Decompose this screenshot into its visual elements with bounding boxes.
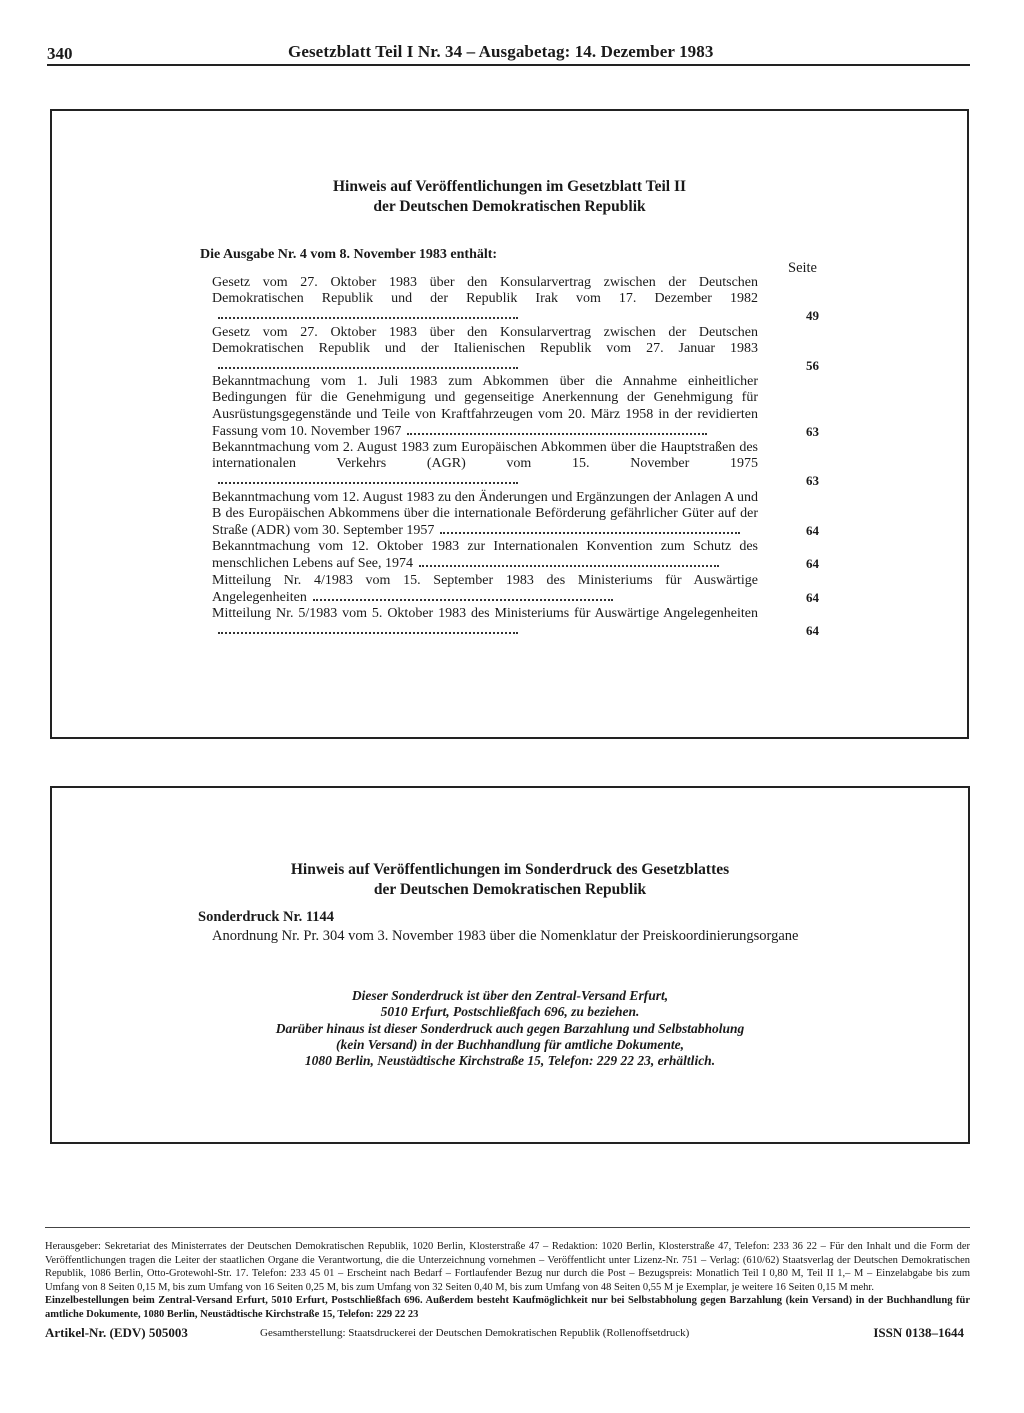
entry-page-number: 64 (806, 623, 819, 639)
footer-bottom-line (45, 1326, 970, 1342)
distribution-notice-line2: 5010 Erfurt, Postschließfach 696, zu beziehen. (380, 1004, 640, 1019)
gazette-title: Gesetzblatt Teil I Nr. 34 – Ausgabetag: 14. Dezember 1983 (288, 42, 714, 61)
imprint-footer (45, 1227, 970, 1342)
entry-text: Mitteilung Nr. 4/1983 vom 15. September 1983 des Ministeriums für Auswärtige Angelegenheiten (212, 572, 758, 605)
entry-page-number: 64 (806, 556, 819, 572)
entry-page-number: 63 (806, 423, 819, 439)
entry-text: Bekanntmachung vom 12. August 1983 zu den Änderungen und Ergänzungen der Anlagen A und B des Europäischen Abkommens über die internationale Beförderung gefährlicher Güter auf der Straße (ADR) vom 30. September 1957 (212, 489, 758, 539)
part2-notice-title-line2: der Deutschen Demokratischen Republik (373, 198, 646, 215)
special-print-number: Sonderdruck Nr. 1144 (198, 909, 335, 925)
contents-entry (212, 572, 819, 606)
dot-leader (218, 357, 518, 369)
seite-column-label: Seite (788, 260, 817, 276)
part2-notice-title-line1: Hinweis auf Veröffentlichungen im Gesetzblatt Teil II (332, 178, 687, 195)
special-print-notice-box (50, 786, 970, 1144)
entry-page-number: 64 (806, 589, 819, 605)
dot-leader (218, 622, 518, 634)
dot-leader (419, 555, 719, 567)
contents-entry (212, 275, 819, 325)
special-print-description: Anordnung Nr. Pr. 304 vom 3. November 1983 über die Nomenklatur der Preiskoordinierungsorgane (212, 928, 799, 944)
page-header (47, 38, 970, 66)
publisher-imprint: Herausgeber: Sekretariat des Ministerrates der Deutschen Demokratischen Republik, 1020 Berlin, Klosterstraße 47 – Redaktion: 1020 Berlin, Klosterstraße 47, Telefon: 233 36 22 – Für den Inhalt und die Form der Veröffentlichungen tragen die Leiter der staatlichen Organe die Verantwortung, die die Unterzeichnung vornehmen – Veröffentlicht unter Lizenz-Nr. 751 – Verlag: (610/62) Staatsverlag der Deutschen Demokratischen Republik, 1086 Berlin, Otto-Grotewohl-Str. 17. Telefon: 233 45 01 – Erscheint nach Bedarf – Fortlaufender Bezug nur durch die Post – Bezugspreis: Monatlich Teil I 0,80 M, Teil II 1,– M – Einzelabgabe bis zum Umfang von 8 Seiten 0,15 M, bis zum Umfang von 16 Seiten 0,25 M, bis zum Umfang von 32 Seiten 0,40 M, bis zum Umfang von 48 Seiten 0,55 M je Exemplar, je weitere 16 Seiten 0,15 M mehr. (45, 1241, 970, 1293)
issn-number: ISSN 0138–1644 (873, 1325, 964, 1340)
contents-list (212, 275, 819, 639)
dot-leader (313, 589, 613, 601)
page-number: 340 (47, 44, 73, 63)
dot-leader (407, 423, 707, 435)
entry-page-number: 64 (806, 523, 819, 539)
dot-leader (218, 472, 518, 484)
entry-text: Gesetz vom 27. Oktober 1983 über den Konsularvertrag zwischen der Deutschen Demokratischen Republik und der Republik Irak vom 17. Dezember 1982 (212, 275, 758, 307)
purchase-notice-line1: Darüber hinaus ist dieser Sonderdruck auch gegen Barzahlung und Selbstabholung (275, 1021, 745, 1036)
production-credit: Gesamtherstellung: Staatsdruckerei der Deutschen Demokratischen Republik (Rollenoffsetdruck) (260, 1327, 690, 1339)
entry-text: Bekanntmachung vom 12. Oktober 1983 zur Internationalen Konvention zum Schutz des menschlichen Lebens auf See, 1974 (212, 539, 758, 572)
contents-entry (212, 324, 819, 375)
contents-entry (212, 374, 819, 440)
contents-entry (212, 539, 819, 572)
purchase-notice-line2: (kein Versand) in der Buchhandlung für amtliche Dokumente, (335, 1037, 685, 1052)
distribution-notice-line1: Dieser Sonderdruck ist über den Zentral-Versand Erfurt, (351, 988, 669, 1003)
contents-entry (212, 440, 819, 490)
issue-line: Die Ausgabe Nr. 4 vom 8. November 1983 enthält: (200, 247, 498, 262)
dot-leader (440, 522, 740, 534)
entry-page-number: 63 (806, 473, 819, 489)
contents-entry (212, 606, 819, 639)
entry-text: Bekanntmachung vom 2. August 1983 zum Europäischen Abkommen über die Hauptstraßen des internationalen Verkehrs (AGR) vom 15. November 1975 (212, 440, 758, 472)
purchase-notice-line3: 1080 Berlin, Neustädtische Kirchstraße 15, Telefon: 229 22 23, erhältlich. (304, 1053, 716, 1068)
contents-entry (212, 489, 819, 540)
part2-notice-box (50, 109, 969, 739)
order-information: Einzelbestellungen beim Zentral-Versand Erfurt, 5010 Erfurt, Postschließfach 696. Außerdem besteht Kaufmöglichkeit nur bei Selbstabholung gegen Barzahlung (kein Versand) in der Buchhandlung für amtliche Dokumente, 1080 Berlin, Neustädtische Kirchstraße 15, Telefon: 229 22 23 (45, 1295, 970, 1320)
entry-text: Bekanntmachung vom 1. Juli 1983 zum Abkommen über die Annahme einheitlicher Bedingungen für die Genehmigung und gegenseitige Anerkennung der Genehmigung für Ausrüstungsgegenstände und Teile von Kraftfahrzeugen vom 20. März 1958 in der revidierten Fassung vom 10. November 1967 (212, 374, 758, 439)
entry-text: Gesetz vom 27. Oktober 1983 über den Konsularvertrag zwischen der Deutschen Demokratischen Republik und der Italienischen Republik vom 27. Januar 1983 (212, 324, 758, 356)
article-number: Artikel-Nr. (EDV) 505003 (45, 1325, 188, 1340)
entry-text: Mitteilung Nr. 5/1983 vom 5. Oktober 1983 des Ministeriums für Auswärtige Angelegenheiten (212, 606, 758, 622)
entry-page-number: 49 (806, 308, 819, 324)
entry-page-number: 56 (806, 358, 819, 374)
special-print-title-line2: der Deutschen Demokratischen Republik (373, 881, 647, 898)
dot-leader (218, 307, 518, 319)
special-print-title-line1: Hinweis auf Veröffentlichungen im Sonderdruck des Gesetzblattes (290, 861, 730, 878)
